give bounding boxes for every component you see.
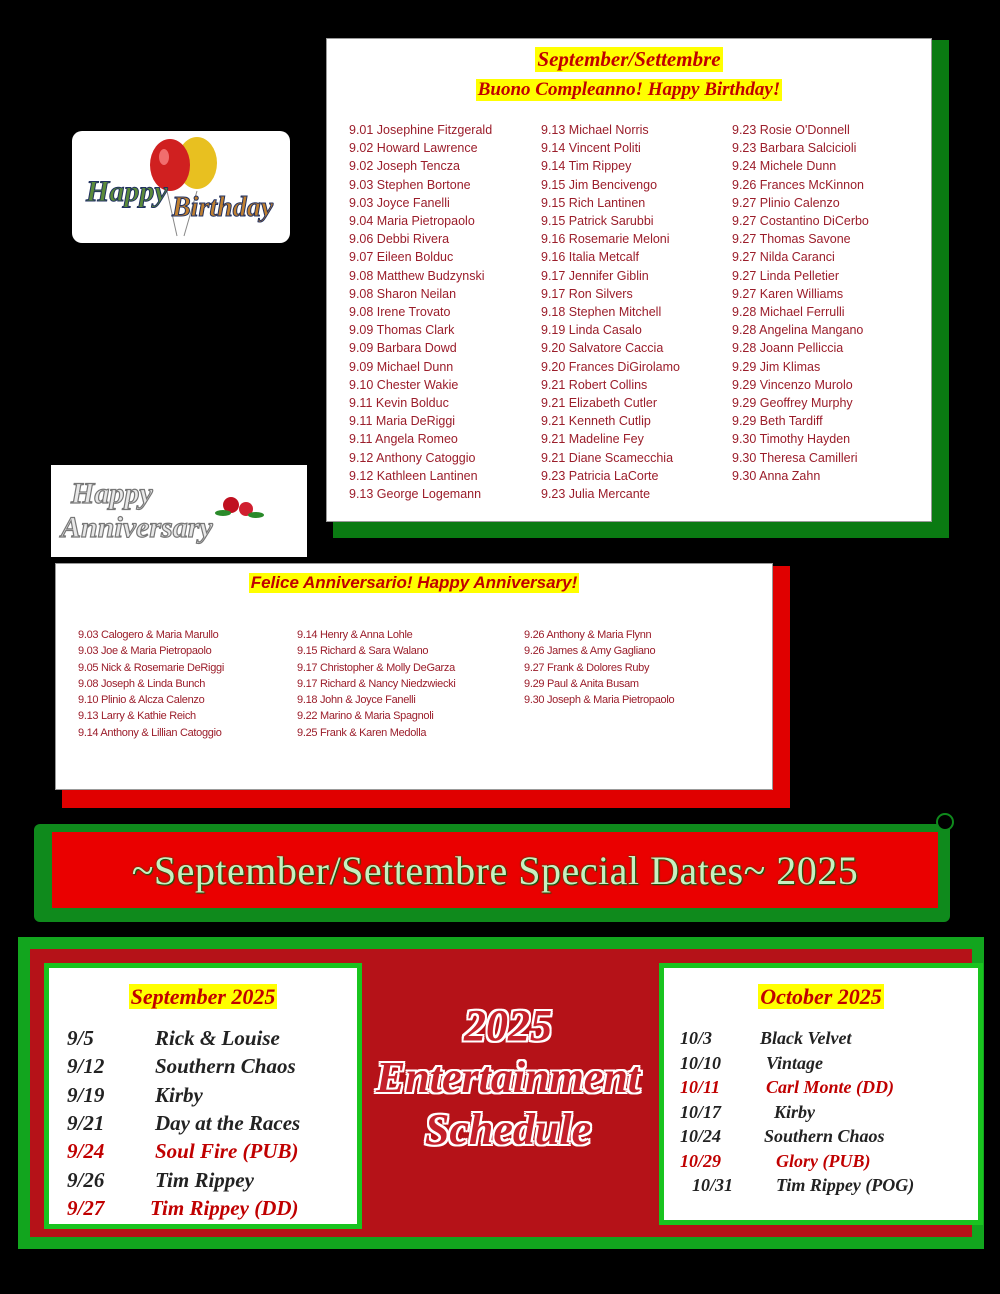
list-item: 9.21 Madeline Fey: [541, 432, 644, 447]
entertainment-heading-line: Schedule: [424, 1105, 592, 1154]
schedule-act: Tim Rippey (POG): [776, 1175, 915, 1195]
list-item: 9.17 Richard & Nancy Niedzwiecki: [297, 677, 456, 690]
list-item: 9.22 Marino & Maria Spagnoli: [297, 710, 434, 723]
birthday-title: September/Settembre: [537, 47, 721, 71]
list-item: 9.13 Larry & Kathie Reich: [78, 710, 196, 723]
schedule-act: Tim Rippey: [155, 1167, 254, 1192]
list-item: 9.27 Plinio Calenzo: [732, 195, 840, 210]
list-item: 9.14 Tim Rippey: [541, 159, 632, 174]
list-item: 9.16 Italia Metcalf: [541, 250, 639, 265]
list-item: 9.23 Barbara Salcicioli: [732, 141, 857, 156]
schedule-date: 10/29: [680, 1150, 722, 1171]
schedule-act: Rick & Louise: [155, 1026, 280, 1050]
list-item: 9.09 Thomas Clark: [349, 323, 455, 338]
list-item: 9.29 Paul & Anita Busam: [524, 677, 639, 690]
list-item: 9.30 Timothy Hayden: [732, 432, 851, 447]
anniversary-list-col1: [78, 627, 224, 741]
birthday-list-col3: [732, 121, 869, 485]
schedule-act: Kirby: [155, 1082, 203, 1107]
list-item: 9.17 Christopher & Molly DeGarza: [297, 661, 455, 674]
list-item: 9.06 Debbi Rivera: [349, 232, 450, 247]
birthday-list-col1: [349, 121, 492, 503]
list-item: 9.02 Howard Lawrence: [349, 141, 478, 156]
list-item: 9.14 Vincent Politi: [541, 141, 641, 156]
roses-icon: [51, 465, 307, 557]
list-item: 9.11 Angela Romeo: [349, 432, 458, 447]
schedule-date: 10/17: [680, 1101, 722, 1122]
list-item: 9.01 Josephine Fitzgerald: [349, 123, 493, 137]
list-item: 9.30 Theresa Camilleri: [732, 450, 858, 465]
list-item: 9.29 Geoffrey Murphy: [732, 396, 853, 411]
list-item: 9.15 Rich Lantinen: [541, 195, 646, 210]
list-item: 9.27 Linda Pelletier: [732, 268, 840, 283]
special-dates-banner: ~September/Settembre Special Dates~ 2025: [131, 847, 859, 893]
list-item: 9.05 Nick & Rosemarie DeRiggi: [78, 661, 224, 674]
list-item: 9.20 Salvatore Caccia: [541, 341, 664, 356]
list-item: 9.23 Rosie O'Donnell: [732, 123, 850, 137]
september-schedule: [44, 963, 362, 1229]
list-item: 9.08 Sharon Neilan: [349, 286, 457, 301]
october-schedule-title: October 2025: [760, 984, 882, 1009]
schedule-act: Carl Monte (DD): [766, 1077, 895, 1097]
schedule-act: Kirby: [774, 1101, 816, 1122]
list-item: 9.08 Joseph & Linda Bunch: [78, 677, 206, 690]
list-item: 9.14 Anthony & Lillian Catoggio: [78, 726, 222, 739]
schedule-act: Soul Fire (PUB): [155, 1139, 299, 1164]
list-item: 9.24 Michele Dunn: [732, 159, 837, 174]
list-item: 9.17 Jennifer Giblin: [541, 268, 649, 283]
list-item: 9.26 Anthony & Maria Flynn: [524, 629, 652, 641]
list-item: 9.21 Robert Collins: [541, 377, 648, 392]
schedule-date: 10/10: [680, 1052, 722, 1073]
svg-text:Birthday: Birthday: [172, 192, 274, 223]
schedule-date: 10/24: [680, 1126, 722, 1146]
list-item: 9.10 Plinio & Alcza Calenzo: [78, 694, 205, 707]
svg-text:Happy: Happy: [86, 175, 168, 208]
list-item: 9.14 Henry & Anna Lohle: [297, 629, 413, 641]
schedule-date: 10/31: [692, 1175, 734, 1195]
schedule-date: 9/19: [67, 1082, 105, 1107]
list-item: 9.29 Jim Klimas: [732, 359, 821, 374]
schedule-act: Southern Chaos: [764, 1126, 885, 1146]
list-item: 9.04 Maria Pietropaolo: [349, 214, 475, 229]
schedule-date: 9/27: [67, 1195, 105, 1220]
list-item: 9.16 Rosemarie Meloni: [541, 232, 670, 247]
entertainment-schedule-heading: [358, 1000, 658, 1156]
anniversary-list-col2: [297, 627, 456, 741]
list-item: 9.27 Frank & Dolores Ruby: [524, 661, 650, 674]
anniversary-list-col3: [524, 627, 674, 708]
schedule-act: Day at the Races: [155, 1110, 301, 1135]
list-item: 9.13 Michael Norris: [541, 123, 649, 137]
list-item: 9.12 Kathleen Lantinen: [349, 468, 478, 483]
list-item: 9.23 Patricia LaCorte: [541, 468, 659, 483]
list-item: 9.03 Calogero & Maria Marullo: [78, 629, 219, 641]
list-item: 9.21 Kenneth Cutlip: [541, 414, 651, 429]
happy-birthday-clipart: [72, 131, 290, 243]
entertainment-heading-line: 2025: [464, 1001, 552, 1050]
list-item: 9.08 Irene Trovato: [349, 305, 451, 320]
list-item: 9.27 Nilda Caranci: [732, 250, 835, 265]
list-item: 9.15 Richard & Sara Walano: [297, 645, 429, 658]
list-item: 9.18 Stephen Mitchell: [541, 305, 662, 320]
list-item: 9.27 Costantino DiCerbo: [732, 214, 869, 229]
list-item: 9.28 Angelina Mangano: [732, 323, 864, 338]
list-item: 9.26 Frances McKinnon: [732, 177, 865, 192]
list-item: 9.29 Beth Tardiff: [732, 414, 823, 429]
list-item: 9.20 Frances DiGirolamo: [541, 359, 680, 374]
schedule-act: Black Velvet: [760, 1028, 852, 1048]
list-item: 9.25 Frank & Karen Medolla: [297, 726, 427, 739]
list-item: 9.07 Eileen Bolduc: [349, 250, 454, 265]
schedule-date: 9/12: [67, 1054, 105, 1079]
list-item: 9.27 Karen Williams: [732, 286, 844, 301]
birthday-box: [326, 38, 932, 522]
september-schedule-title: September 2025: [130, 984, 276, 1009]
schedule-date: 10/11: [680, 1077, 721, 1097]
list-item: 9.03 Joe & Maria Pietropaolo: [78, 645, 212, 658]
list-item: 9.08 Matthew Budzynski: [349, 268, 485, 283]
list-item: 9.26 James & Amy Gagliano: [524, 645, 656, 658]
balloons-icon: [72, 131, 290, 243]
october-schedule: [659, 963, 983, 1225]
list-item: 9.17 Ron Silvers: [541, 286, 633, 301]
list-item: 9.11 Kevin Bolduc: [349, 396, 449, 411]
list-item: 9.09 Barbara Dowd: [349, 341, 457, 356]
birthday-list-col2: [541, 121, 680, 503]
list-item: 9.15 Jim Bencivengo: [541, 177, 658, 192]
birthday-subtitle: Buono Compleanno! Happy Birthday!: [477, 79, 781, 100]
list-item: 9.29 Vincenzo Murolo: [732, 377, 853, 392]
schedule-date: 9/21: [67, 1110, 105, 1135]
list-item: 9.13 George Logemann: [349, 487, 482, 502]
list-item: 9.15 Patrick Sarubbi: [541, 214, 654, 229]
schedule-act: Southern Chaos: [155, 1054, 296, 1079]
list-item: 9.21 Diane Scamecchia: [541, 450, 674, 465]
list-item: 9.30 Joseph & Maria Pietropaolo: [524, 694, 675, 707]
list-item: 9.03 Stephen Bortone: [349, 177, 471, 192]
list-item: 9.30 Anna Zahn: [732, 468, 821, 483]
schedule-date: 10/3: [680, 1028, 713, 1048]
schedule-date: 9/24: [67, 1139, 105, 1164]
list-item: 9.21 Elizabeth Cutler: [541, 396, 658, 411]
list-item: 9.10 Chester Wakie: [349, 377, 459, 392]
happy-anniversary-clipart: [51, 465, 307, 557]
list-item: 9.18 John & Joyce Fanelli: [297, 694, 416, 707]
schedule-date: 9/26: [67, 1167, 105, 1192]
list-item: 9.19 Linda Casalo: [541, 323, 642, 338]
list-item: 9.23 Julia Mercante: [541, 487, 651, 502]
schedule-act: Vintage: [766, 1052, 824, 1073]
banner-corner-curl: [936, 813, 954, 831]
list-item: 9.03 Joyce Fanelli: [349, 195, 450, 210]
svg-text:Anniversary: Anniversary: [61, 511, 213, 544]
list-item: 9.09 Michael Dunn: [349, 359, 454, 374]
schedule-date: 9/5: [67, 1026, 94, 1050]
svg-text:Happy: Happy: [71, 477, 153, 510]
list-item: 9.28 Joann Pelliccia: [732, 341, 844, 356]
list-item: 9.27 Thomas Savone: [732, 232, 851, 247]
list-item: 9.12 Anthony Catoggio: [349, 450, 476, 465]
anniversary-title: Felice Anniversario! Happy Anniversary!: [250, 573, 578, 592]
list-item: 9.28 Michael Ferrulli: [732, 305, 845, 320]
schedule-act: Tim Rippey (DD): [150, 1195, 299, 1220]
list-item: 9.11 Maria DeRiggi: [349, 414, 456, 429]
entertainment-heading-line: Entertainment: [375, 1053, 641, 1102]
schedule-act: Glory (PUB): [776, 1150, 871, 1171]
list-item: 9.02 Joseph Tencza: [349, 159, 460, 174]
anniversary-box: [55, 563, 773, 790]
